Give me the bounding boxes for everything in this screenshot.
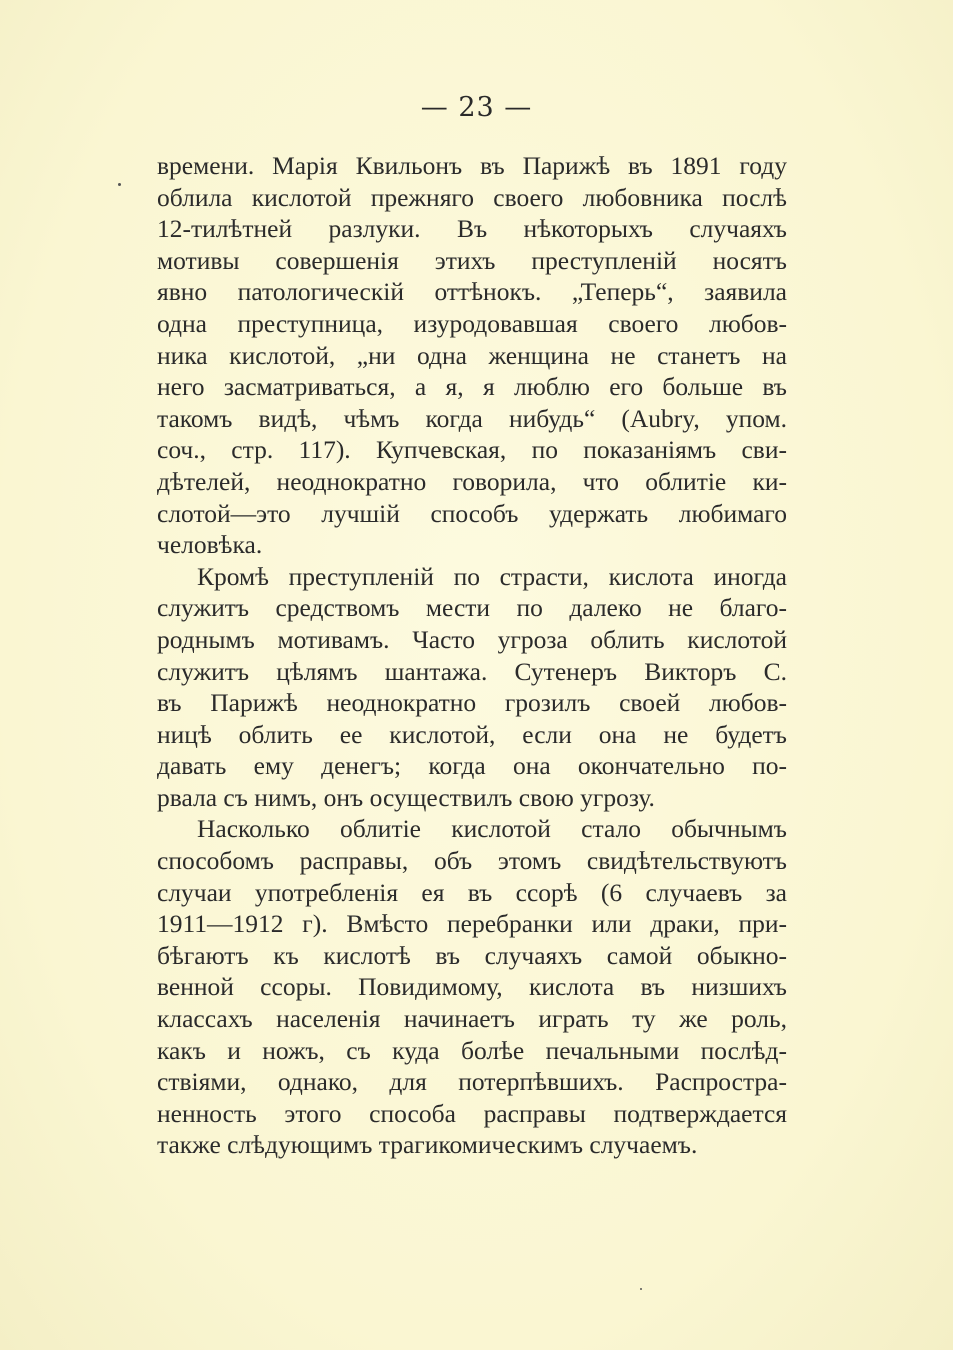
text-line: времени. Марія Квильонъ въ Парижѣ въ 1891 году — [157, 151, 787, 180]
text-line: него засматриваться, а я, я люблю его больше въ — [157, 372, 787, 402]
paragraph-2 — [157, 561, 787, 814]
paragraph-1 — [157, 150, 787, 561]
text-line: ницѣ облить ее кислотой, если она не будетъ — [157, 719, 787, 749]
text-line: бѣгаютъ къ кислотѣ въ случаяхъ самой обыкно- — [157, 940, 787, 970]
text-line: такомъ видѣ, чѣмъ когда нибудь“ (Aubry, упом. — [157, 403, 787, 433]
text-line: способомъ расправы, объ этомъ свидѣтельствуютъ — [157, 846, 787, 876]
text-line: слотой—это лучшій способъ удержать любимаго — [157, 498, 787, 528]
body-text — [157, 150, 787, 1161]
text-line: облила кислотой прежняго своего любовника послѣ — [157, 182, 787, 212]
text-line: явно патологическій оттѣнокъ. „Теперь“, заявила — [157, 277, 787, 307]
text-line: служитъ средствомъ мести по далеко не благо- — [157, 593, 787, 623]
text-line: мотивы совершенія этихъ преступленій носятъ — [157, 245, 787, 275]
text-line: Насколько облитіе кислотой стало обычнымъ — [197, 814, 787, 844]
page-number: — 23 — — [420, 92, 533, 123]
text-line: Кромѣ преступленій по страсти, кислота иногда — [197, 561, 787, 591]
text-line: роднымъ мотивамъ. Часто угроза облить кислотой — [157, 624, 787, 654]
text-line: человѣка. — [157, 530, 263, 560]
text-line: венной ссоры. Повидимому, кислота въ низшихъ — [157, 972, 787, 1002]
text-line: классахъ населенія начинаетъ играть ту же роль, — [157, 1004, 787, 1034]
text-line: въ Парижѣ неоднократно грозилъ своей любов- — [157, 688, 787, 718]
paper-speck — [118, 183, 121, 186]
text-line: одна преступница, изуродовавшая своего любов- — [157, 308, 787, 338]
text-line: соч., стр. 117). Купчевская, по показаніямъ сви- — [157, 435, 787, 465]
paper-speck — [640, 1288, 642, 1290]
text-line: ствіями, однако, для потерпѣвшихъ. Распростра- — [157, 1067, 787, 1097]
text-line: 1911—1912 г). Вмѣсто перебранки или драки, при- — [157, 909, 787, 939]
text-line: какъ и ножъ, съ куда болѣе печальными послѣд- — [157, 1035, 787, 1065]
text-line: дѣтелей, неоднократно говорила, что облитіе ки- — [157, 466, 787, 496]
paragraph-3 — [157, 813, 787, 1161]
text-line: случаи употребленія ея въ ссорѣ (6 случаевъ за — [157, 877, 787, 907]
text-line: служитъ цѣлямъ шантажа. Сутенеръ Викторъ С. — [157, 656, 787, 686]
text-line: 12-тилѣтней разлуки. Въ нѣкоторыхъ случаяхъ — [157, 214, 787, 244]
text-line: также слѣдующимъ трагикомическимъ случаемъ. — [157, 1130, 698, 1160]
text-line: давать ему денегъ; когда она окончательно по- — [157, 751, 787, 781]
text-line: рвала съ нимъ, онъ осуществилъ свою угрозу. — [157, 782, 655, 812]
text-line: ненность этого способа расправы подтверждается — [157, 1098, 787, 1128]
text-line: ника кислотой, „ни одна женщина не станетъ на — [157, 340, 787, 370]
